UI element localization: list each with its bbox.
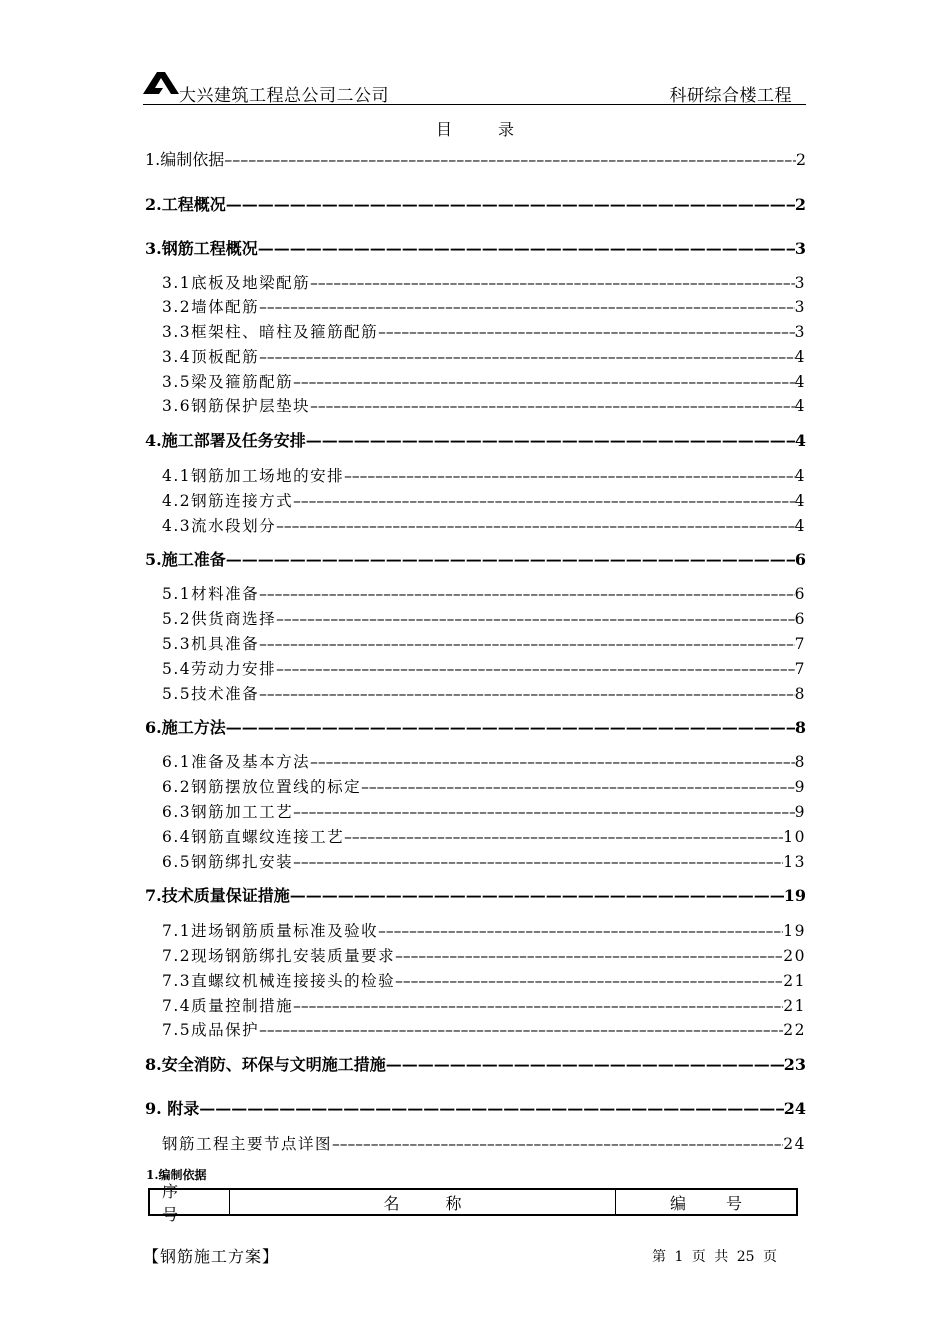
toc-entry-label: 8.安全消防、环保与文明施工措施 [145,1055,386,1074]
table-header-seq: 序号 [150,1190,230,1214]
footer-doc-name: 【钢筋施工方案】 [143,1247,280,1266]
toc-page-number: 10 [783,828,806,846]
toc-entry[interactable] [145,885,806,907]
toc-entry-label: 5.5技术准备 [162,685,260,703]
toc-page-number: 6 [794,585,806,603]
table-header-number: 编号 [669,1193,782,1213]
toc-entry[interactable] [162,633,806,655]
toc-page-number: 24 [783,1135,806,1153]
toc-entry[interactable] [162,658,806,680]
toc-page-number: 3 [794,239,806,258]
toc-leader [293,851,783,873]
toc-entry[interactable] [162,1133,806,1155]
toc-entry-label: 4.施工部署及任务安排 [145,431,306,450]
toc-entry-label: 7.2现场钢筋绑扎安装质量要求 [162,947,396,965]
toc-entry[interactable] [162,751,806,773]
toc-entry-label: 9. 附录 [145,1099,200,1118]
toc-page-number: 7 [794,635,806,653]
toc-entry-label: 6.1准备及基本方法 [162,753,311,771]
toc-entry-label: 6.4钢筋直螺纹连接工艺 [162,828,345,846]
toc-leader [259,346,794,368]
toc-entry[interactable] [145,149,806,171]
toc-leader [310,751,794,773]
toc-leader [306,430,795,452]
toc-page-number: 8 [794,718,806,737]
toc-title: 目录 [435,120,560,139]
basis-table-header [148,1182,798,1224]
toc-page-number: 4 [794,517,806,535]
toc-page-number: 23 [783,1055,806,1074]
toc-leader [259,296,794,318]
toc-entry[interactable] [162,583,806,605]
toc-entry[interactable] [162,801,806,823]
toc-leader [259,583,794,605]
toc-page-number: 9 [794,803,806,821]
toc-page-number: 8 [794,685,806,703]
toc-entry-label: 4.1钢筋加工场地的安排 [162,467,345,485]
toc-entry-label: 3.1底板及地梁配筋 [162,274,311,292]
toc-leader [361,776,794,798]
toc-entry-label: 6.5钢筋绑扎安装 [162,853,294,871]
toc-leader [224,149,796,171]
toc-page-number: 4 [794,492,806,510]
toc-leader [259,1019,783,1041]
toc-entry[interactable] [162,296,806,318]
toc-page-number: 4 [794,431,806,450]
toc-leader [344,826,783,848]
toc-leader [310,272,794,294]
toc-page-number: 2 [794,195,806,214]
toc-entry-label: 5.1材料准备 [162,585,260,603]
toc-leader [226,549,795,571]
toc-entry-label: 5.施工准备 [145,550,226,569]
toc-entry[interactable] [162,945,806,967]
toc-entry[interactable] [162,346,806,368]
toc-entry-label: 6.3钢筋加工工艺 [162,803,294,821]
toc-leader [293,801,794,823]
table-header-name: 名称 [230,1190,616,1214]
toc-page-number: 22 [783,1021,806,1039]
toc-leader [378,920,783,942]
toc-entry-label: 3.6钢筋保护层垫块 [162,397,311,415]
toc-page-number: 19 [783,886,806,905]
toc-leader [199,1098,783,1120]
toc-page-number: 2 [795,150,806,169]
toc-entry[interactable] [162,826,806,848]
project-name: 科研综合楼工程 [669,86,792,106]
toc-leader [386,1054,784,1076]
toc-page-number: 3 [794,274,806,292]
toc-entry[interactable] [162,465,806,487]
toc-entry[interactable] [162,272,806,294]
toc-leader [293,995,783,1017]
toc-page-number: 24 [783,1099,806,1118]
toc-page-number: 6 [794,610,806,628]
toc-leader [293,490,794,512]
toc-entry-label: 7.3直螺纹机械连接接头的检验 [162,972,396,990]
toc-page-number: 3 [794,323,806,341]
company-logo-icon [143,70,179,94]
toc-entry-label: 6.2钢筋摆放位置线的标定 [162,778,362,796]
toc-page-number: 20 [783,947,806,965]
toc-entry-label: 7.5成品保护 [162,1021,260,1039]
toc-page-number: 13 [783,853,806,871]
toc-entry[interactable] [162,776,806,798]
toc-entry[interactable] [162,970,806,992]
toc-entry-label: 6.施工方法 [145,718,226,737]
toc-entry[interactable] [162,995,806,1017]
section-heading: 1.编制依据 [146,1168,207,1182]
toc-entry[interactable] [145,238,806,260]
toc-entry-label: 7.1进场钢筋质量标准及验收 [162,922,379,940]
toc-entry-label: 3.钢筋工程概况 [145,239,258,258]
toc-entry-label: 4.3流水段划分 [162,517,277,535]
toc-page-number: 4 [794,348,806,366]
toc-leader [344,465,794,487]
toc-page-number: 8 [794,753,806,771]
toc-entry-label: 1.编制依据 [145,150,225,169]
toc-entry-label: 5.4劳动力安排 [162,660,277,678]
toc-entry[interactable] [162,515,806,537]
company-name: 大兴建筑工程总公司二公司 [179,86,389,106]
toc-page-number: 4 [794,467,806,485]
toc-entry-label: 7.4质量控制措施 [162,997,294,1015]
toc-page-number: 6 [794,550,806,569]
toc-leader [395,970,783,992]
toc-leader [310,395,794,417]
toc-page-number: 4 [794,397,806,415]
toc-entry-label: 2.工程概况 [145,195,226,214]
toc-entry[interactable] [145,1054,806,1076]
toc-leader [226,194,795,216]
toc-entry[interactable] [145,430,806,452]
toc-entry-label: 5.3机具准备 [162,635,260,653]
toc-leader [276,515,794,537]
toc-entry[interactable] [162,490,806,512]
toc-page-number: 4 [794,373,806,391]
toc-entry[interactable] [145,1098,806,1120]
toc-entry-label: 4.2钢筋连接方式 [162,492,294,510]
toc-leader [332,1133,783,1155]
toc-page-number: 9 [794,778,806,796]
toc-entry[interactable] [162,851,806,873]
toc-leader [276,608,794,630]
toc-page-number: 21 [783,997,806,1015]
toc-entry-label: 钢筋工程主要节点详图 [162,1135,333,1153]
toc-leader [259,633,794,655]
page-header [143,70,806,105]
toc-leader [290,885,784,907]
toc-entry[interactable] [162,920,806,942]
toc-entry[interactable] [145,717,806,739]
toc-page-number: 19 [783,922,806,940]
toc-entry[interactable] [162,1019,806,1041]
toc-entry[interactable] [145,194,806,216]
toc-page-number: 3 [794,298,806,316]
toc-entry[interactable] [145,549,806,571]
toc-entry[interactable] [162,395,806,417]
toc-leader [276,658,794,680]
toc-entry-label: 3.4顶板配筋 [162,348,260,366]
toc-entry-label: 7.技术质量保证措施 [145,886,290,905]
toc-entry-label: 5.2供货商选择 [162,610,277,628]
toc-leader [395,945,783,967]
toc-entry[interactable] [162,683,806,705]
toc-leader [226,717,795,739]
toc-page-number: 7 [794,660,806,678]
toc-leader [258,238,795,260]
toc-entry[interactable] [162,371,806,393]
toc-leader [293,371,794,393]
footer-page-info: 第 1 页 共 25 页 [652,1249,777,1265]
toc-leader [378,321,794,343]
toc-entry[interactable] [162,321,806,343]
toc-entry[interactable] [162,608,806,630]
toc-entry-label: 3.5梁及箍筋配筋 [162,373,294,391]
toc-entry-label: 3.2墙体配筋 [162,298,260,316]
toc-leader [259,683,794,705]
toc-entry-label: 3.3框架柱、暗柱及箍筋配筋 [162,323,379,341]
toc-page-number: 21 [783,972,806,990]
